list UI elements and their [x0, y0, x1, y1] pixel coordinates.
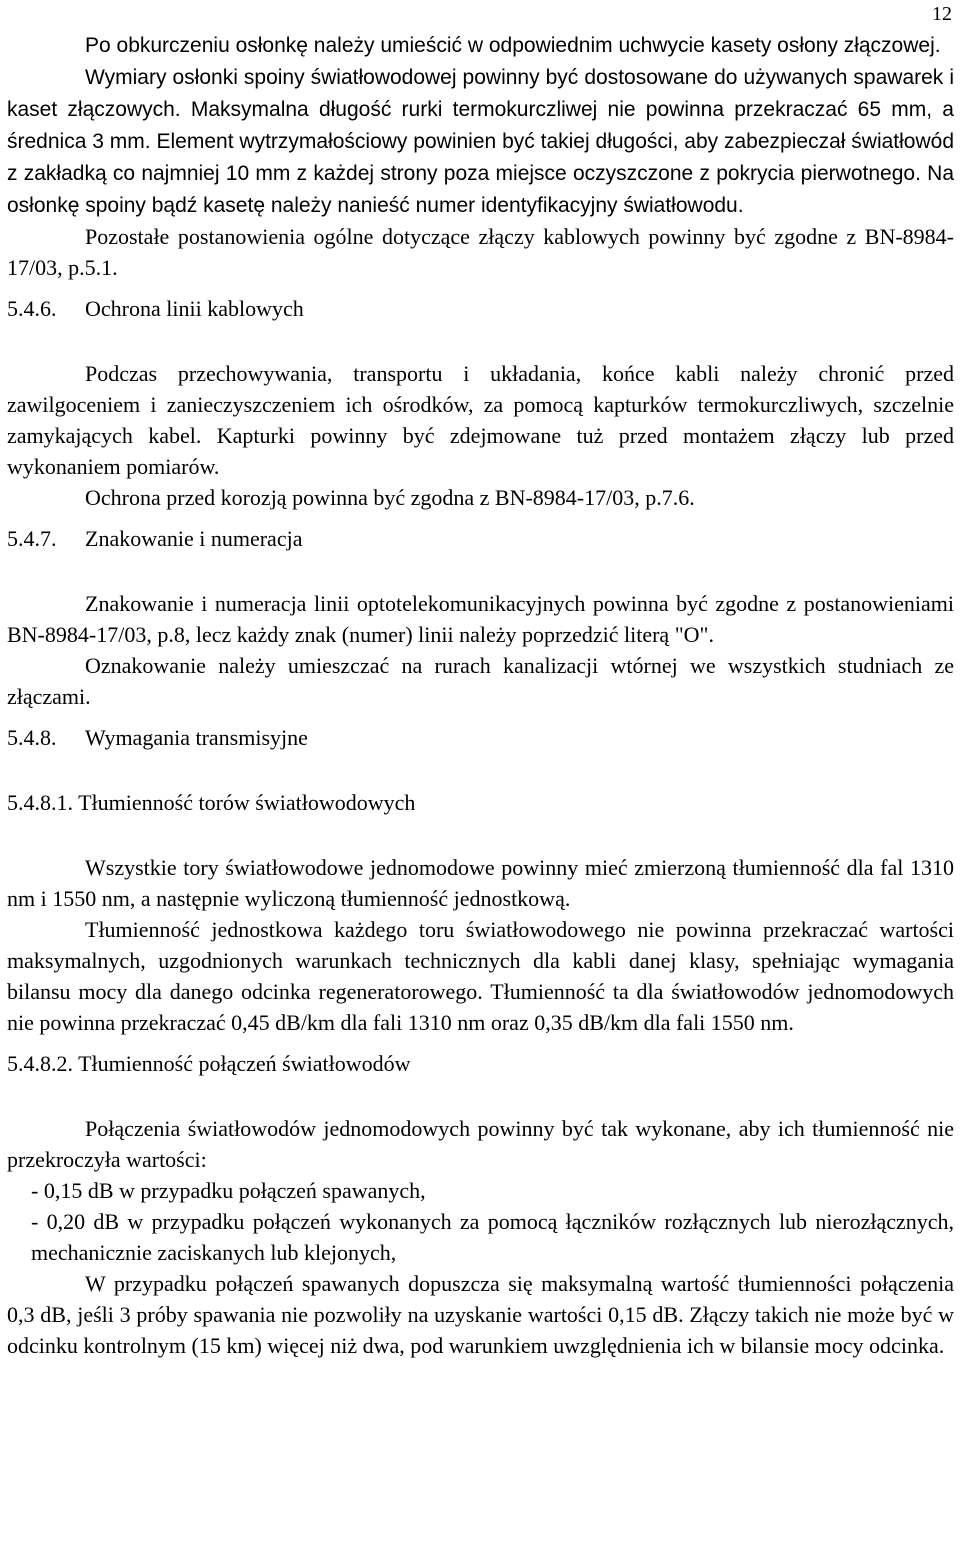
- list-item: - 0,20 dB w przypadku połączeń wykonanych za pomocą łączników rozłącznych lub nierozłącznych, mechanicznie zaciskanych lub klejonych,: [31, 1209, 954, 1265]
- heading-number: 5.4.8.: [7, 725, 57, 750]
- heading-title: Wymagania transmisyjne: [85, 725, 308, 750]
- paragraph-5-4-7-1: Znakowanie i numeracja linii optotelekomunikacyjnych powinna być zgodne z postanowieniami BN-8984-17/03, p.8, lecz każdy znak (numer) linii należy poprzedzić literą "O".: [7, 591, 954, 647]
- paragraph-intro-2: [7, 61, 954, 221]
- paragraph-5-4-6-1: Podczas przechowywania, transportu i układania, końce kabli należy chronić przed zawilgoceniem i zanieczyszczeniem ich ośrodków, za pomocą kapturków termokurczliwych, szczelnie zamykających kabel. Kapturki powinny być zdejmowane tuż przed montażem złączy lub przed wykonaniem pomiarów.: [7, 361, 954, 479]
- paragraph-5-4-8-1-2: Tłumienność jednostkowa każdego toru światłowodowego nie powinna przekraczać wartości maksymalnych, uzgodnionych warunkach technicznych dla kabli danej klasy, spełniając wymagania bilansu mocy dla danego odcinka regeneratorowego. Tłumienność ta dla światłowodów jednomodowych nie powinna przekraczać 0,45 dB/km dla fali 1310 nm oraz 0,35 dB/km dla fali 1550 nm.: [7, 917, 954, 1035]
- heading-number: 5.4.7.: [7, 526, 57, 551]
- heading-number: 5.4.8.2.: [7, 1051, 73, 1076]
- document-body: [7, 30, 954, 1361]
- heading-number: 5.4.6.: [7, 296, 57, 321]
- heading-5-4-8-2: [7, 1048, 954, 1079]
- page-number: 12: [932, 3, 952, 25]
- heading-title: Ochrona linii kablowych: [85, 296, 304, 321]
- paragraph-intro-3: Pozostałe postanowienia ogólne dotyczące złączy kablowych powinny być zgodne z BN-8984-17/03, p.5.1.: [7, 224, 954, 280]
- heading-title: Znakowanie i numeracja: [85, 526, 303, 551]
- list-item: - 0,15 dB w przypadku połączeń spawanych,: [31, 1178, 426, 1203]
- heading-5-4-7: [7, 523, 954, 554]
- paragraph-5-4-8-2-2: W przypadku połączeń spawanych dopuszcza się maksymalną wartość tłumienności połączenia 0,3 dB, jeśli 3 próby spawania nie pozwoliły na uzyskanie wartości 0,15 dB. Złączy takich nie może być w odcinku kontrolnym (15 km) więcej niż dwa, pod warunkiem uwzględnienia ich w bilansie mocy odcinka.: [7, 1271, 954, 1358]
- paragraph-intro-1: Po obkurczeniu osłonkę należy umieścić w odpowiednim uchwycie kasety osłony złączowej.: [85, 34, 941, 57]
- heading-title: Tłumienność torów światłowodowych: [78, 790, 416, 815]
- paragraph-5-4-7-2: Oznakowanie należy umieszczać na rurach kanalizacji wtórnej we wszystkich studniach ze złączami.: [7, 653, 954, 709]
- paragraph-5-4-8-1-1: Wszystkie tory światłowodowe jednomodowe powinny mieć zmierzoną tłumienność dla fal 1310 nm i 1550 nm, a następnie wyliczoną tłumienność jednostkową.: [7, 855, 954, 911]
- heading-5-4-8-1: [7, 787, 954, 818]
- heading-title: Tłumienność połączeń światłowodów: [78, 1051, 411, 1076]
- paragraph-intro-2a: Wymiary osłonki spoiny światłowodowej powinny być dostosowane do używanych spawarek i kaset złączowych. Maksymalna długość rurki termokurczliwej nie powinna przekraczać 65 mm, a średnica 3 mm.: [7, 66, 954, 153]
- heading-5-4-6: [7, 293, 954, 324]
- paragraph-5-4-8-2-1: Połączenia światłowodów jednomodowych powinny być tak wykonane, aby ich tłumienność nie przekroczyła wartości:: [7, 1116, 954, 1172]
- paragraph-intro-2b: Element wytrzymałościowy powinien być takiej długości, aby zabezpieczał światłowód z zakładką co najmniej 10 mm z każdej strony poza miejsce oczyszczone z pokrycia pierwotnego. Na osłonkę spoiny bądź kasetę należy nanieść numer identyfikacyjny światłowodu.: [7, 130, 954, 217]
- heading-number: 5.4.8.1.: [7, 790, 73, 815]
- paragraph-5-4-6-2: Ochrona przed korozją powinna być zgodna z BN-8984-17/03, p.7.6.: [85, 485, 695, 510]
- heading-5-4-8: [7, 722, 954, 753]
